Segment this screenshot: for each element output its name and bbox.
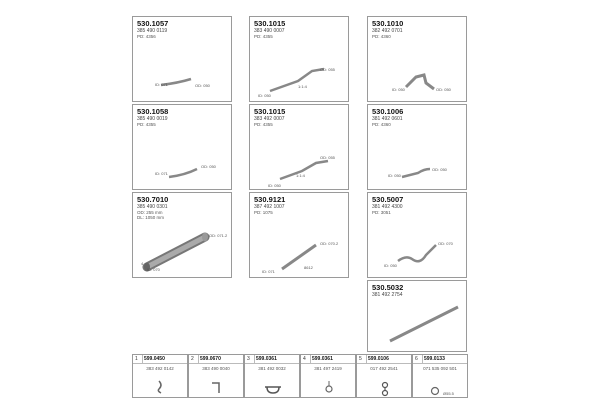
gasket-ring-icon [413,355,469,399]
pipe-hook-icon [133,355,189,399]
part-oe-number: 381 492 4300 [372,204,403,210]
pipe-drawing [133,105,233,191]
label: ID: 050 [392,87,405,92]
pipe-drawing [368,105,468,191]
label: 4 [141,261,144,266]
part-card-6[interactable] [367,104,467,190]
accessory-number: 3 [247,356,250,362]
accessory-diameter: Ø55.5 [443,391,454,396]
part-card-1[interactable] [132,16,232,102]
label: OD: 050 [201,164,216,169]
accessory-oe-number: 381 497 2419 [314,366,342,371]
label: ID: 071 [155,171,168,176]
part-oe-number: 387 492 1007 [254,204,285,210]
part-card-10[interactable] [367,280,467,352]
pipe-drawing [250,193,350,279]
label: OD: 055 [320,67,335,72]
accessory-oe-number: 381 492 0032 [258,366,286,371]
part-info: PD: 1075 [254,210,273,215]
accessory-1[interactable] [132,354,188,398]
label: OD: 070.2 [320,241,339,246]
accessory-2[interactable] [188,354,244,398]
part-card-5[interactable] [249,104,349,190]
muffler-drawing [133,193,233,279]
accessory-3[interactable] [244,354,300,398]
label: 1:1:4 [298,84,307,89]
pipe-drawing [368,17,468,103]
label: ID: 070 [147,267,160,272]
part-code: 530.1058 [137,107,169,116]
label: ID: 050 [268,183,281,188]
part-oe-number: 383 492 0007 [254,116,285,122]
label: ID: 071 [155,82,168,87]
label: ID: 071 [262,269,275,274]
label: ID: 050 [384,263,397,268]
part-oe-number: 382 492 0701 [372,28,403,34]
label: OD: 050 [436,87,451,92]
part-card-9[interactable] [367,192,467,278]
accessory-number: 1 [135,356,138,362]
accessory-6[interactable] [412,354,468,398]
accessory-oe-number: 071 535 092 501 [423,366,457,371]
label: ID: 050 [258,93,271,98]
pipe-drawing [250,105,350,191]
label: OD: 071.2 [209,233,228,238]
part-info: PD: 4356 [137,34,156,39]
part-code: 530.5007 [372,195,404,204]
part-info: OD: 255 mm DL: 1050 mm [137,210,165,220]
label: OD: 050 [195,83,210,88]
part-oe-number: 381 492 2754 [372,292,403,298]
pipe-drawing [368,281,468,353]
part-code: 530.5032 [372,283,404,292]
part-code: 530.1015 [254,19,286,28]
part-code: 530.1015 [254,107,286,116]
part-info: PD: 4360 [372,122,391,127]
bracket-icon [189,355,245,399]
accessory-code: 599.0670 [200,356,221,362]
part-info: PD: 4355 [254,122,273,127]
label: ID: 050 [388,173,401,178]
accessory-oe-number: 383 490 0040 [202,366,230,371]
accessory-5[interactable] [356,354,412,398]
accessory-number: 5 [359,356,362,362]
accessory-number: 4 [303,356,306,362]
accessory-code: 599.0106 [368,356,389,362]
clamp-icon [245,355,301,399]
label: 1:1:4 [296,173,305,178]
accessory-code: 599.0450 [144,356,165,362]
part-info: PD: 4360 [372,34,391,39]
part-oe-number: 385 490 0301 [137,204,168,210]
part-card-4[interactable] [132,104,232,190]
label: OD: 050 [432,167,447,172]
part-oe-number: 383 490 0007 [254,28,285,34]
part-code: 530.7010 [137,195,169,204]
part-code: 530.1006 [372,107,404,116]
accessory-code: 599.0361 [312,356,333,362]
part-oe-number: 385 490 0119 [137,28,168,34]
part-info: PD: 3051 [372,210,391,215]
pipe-drawing [368,193,468,279]
label: 8612 [304,265,313,270]
part-info: PD: 4355 [137,122,156,127]
accessory-4[interactable] [300,354,356,398]
label: OD: 055 [320,155,335,160]
pipe-drawing [250,17,350,103]
part-card-2[interactable] [249,16,349,102]
part-code: 530.1057 [137,19,169,28]
accessory-oe-number: 017 492 2541 [370,366,398,371]
part-code: 530.9121 [254,195,286,204]
accessory-number: 2 [191,356,194,362]
part-info: PD: 4355 [254,34,273,39]
pipe-drawing [133,17,233,103]
rubber-hanger-icon [357,355,413,399]
part-card-7[interactable] [132,192,232,278]
accessory-oe-number: 383 492 0142 [146,366,174,371]
accessory-code: 599.0133 [424,356,445,362]
part-card-3[interactable] [367,16,467,102]
part-card-8[interactable] [249,192,349,278]
part-oe-number: 381 492 0601 [372,116,403,122]
part-code: 530.1010 [372,19,404,28]
accessory-number: 6 [415,356,418,362]
bolt-clamp-icon [301,355,357,399]
part-oe-number: 385 490 0019 [137,116,168,122]
accessory-code: 599.0361 [256,356,277,362]
label: OD: 070 [438,241,453,246]
